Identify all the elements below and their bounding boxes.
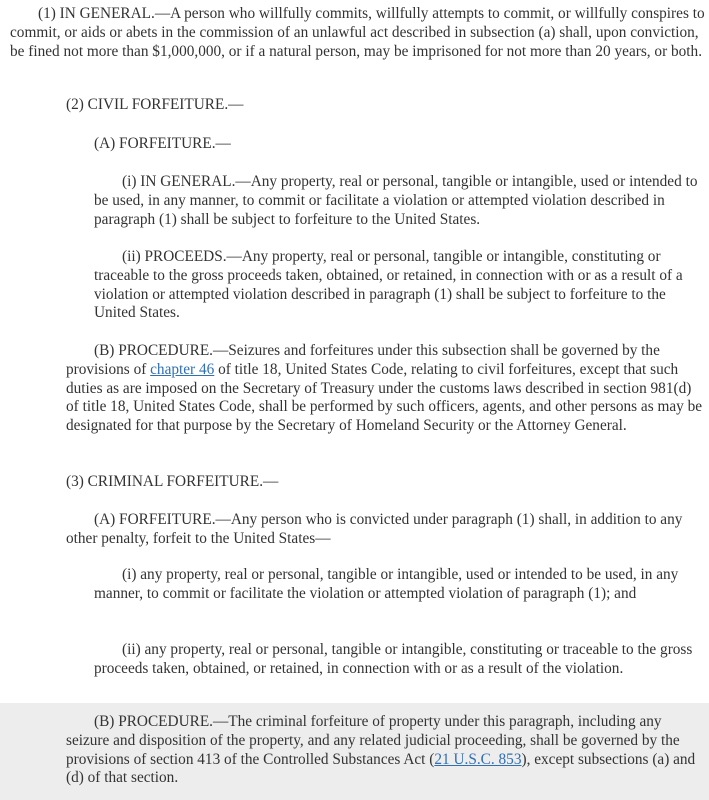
paragraph-3a-forfeiture: (A) FORFEITURE.—Any person who is convicted under paragraph (1) shall, in addition to any other penalty, forfeit to the United States—	[66, 511, 683, 547]
paragraph-1-in-general: (1) IN GENERAL.—A person who willfully commits, willfully attempts to commit, or willfully conspires to commit, or aids or abets in the commission of an unlawful act described in subsection (a) shall, upon conviction, be fined not more than $1,000,000, or if a natural person, may be imprisoned for not more than 20 years, or both.	[10, 5, 705, 60]
paragraph-3a-ii-proceeds: (ii) any property, real or personal, tangible or intangible, constituting or traceable to the gross proceeds taken, obtained, or retained, in connection with or as a result of the violation.	[94, 641, 693, 677]
paragraph-2b-text-end: of title 18, United States Code, relating to civil forfeitures, except that such duties as are imposed on the Secretary of Treasury under the customs laws described in section 981(d) of title 18, United States Code, shall be performed by such officers, agents, and other persons as may be designated for that purpose by the Secretary of Homeland Security or the Attorney General.	[66, 360, 703, 435]
paragraph-2a-forfeiture-heading: (A) FORFEITURE.—	[94, 135, 231, 152]
paragraph-3b-text-end: ), except subsections (a) and (d) of that section.	[66, 750, 696, 787]
usc-853-link[interactable]: 21 U.S.C. 853	[434, 750, 522, 768]
paragraph-2-civil-forfeiture-heading: (2) CIVIL FORFEITURE.—	[66, 96, 244, 113]
paragraph-2a-i-in-general: (i) IN GENERAL.—Any property, real or personal, tangible or intangible, used or intended to be used, in any manner, to commit or facilitate a violation or attempted violation described in paragraph (1) shall be subject to forfeiture to the United States.	[94, 173, 698, 228]
paragraph-3b-text-start: (B) PROCEDURE.—The criminal forfeiture of property under this paragraph, including any seizure and disposition of the property, and any related judicial proceeding, shall be governed by the provisions of section 413 of the Controlled Substances Act (	[66, 713, 680, 768]
paragraph-2b-procedure	[66, 342, 706, 436]
chapter-46-link[interactable]: chapter 46	[150, 360, 215, 378]
paragraph-3b-procedure	[66, 713, 706, 788]
paragraph-2b-text-start: (B) PROCEDURE.—Seizures and forfeitures under this subsection shall be governed by the provisions of	[66, 342, 660, 378]
paragraph-3-criminal-forfeiture-heading: (3) CRIMINAL FORFEITURE.—	[66, 473, 279, 490]
paragraph-2a-ii-proceeds: (ii) PROCEEDS.—Any property, real or personal, tangible or intangible, constituting or traceable to the gross proceeds taken, obtained, or retained, in connection with or as a result of a violation or attempted violation described in paragraph (1) shall be subject to forfeiture to the United States.	[94, 248, 683, 322]
paragraph-3a-i-property-used: (i) any property, real or personal, tangible or intangible, used or intended to be used, in any manner, to commit or facilitate the violation or attempted violation of paragraph (1); and	[94, 566, 679, 602]
